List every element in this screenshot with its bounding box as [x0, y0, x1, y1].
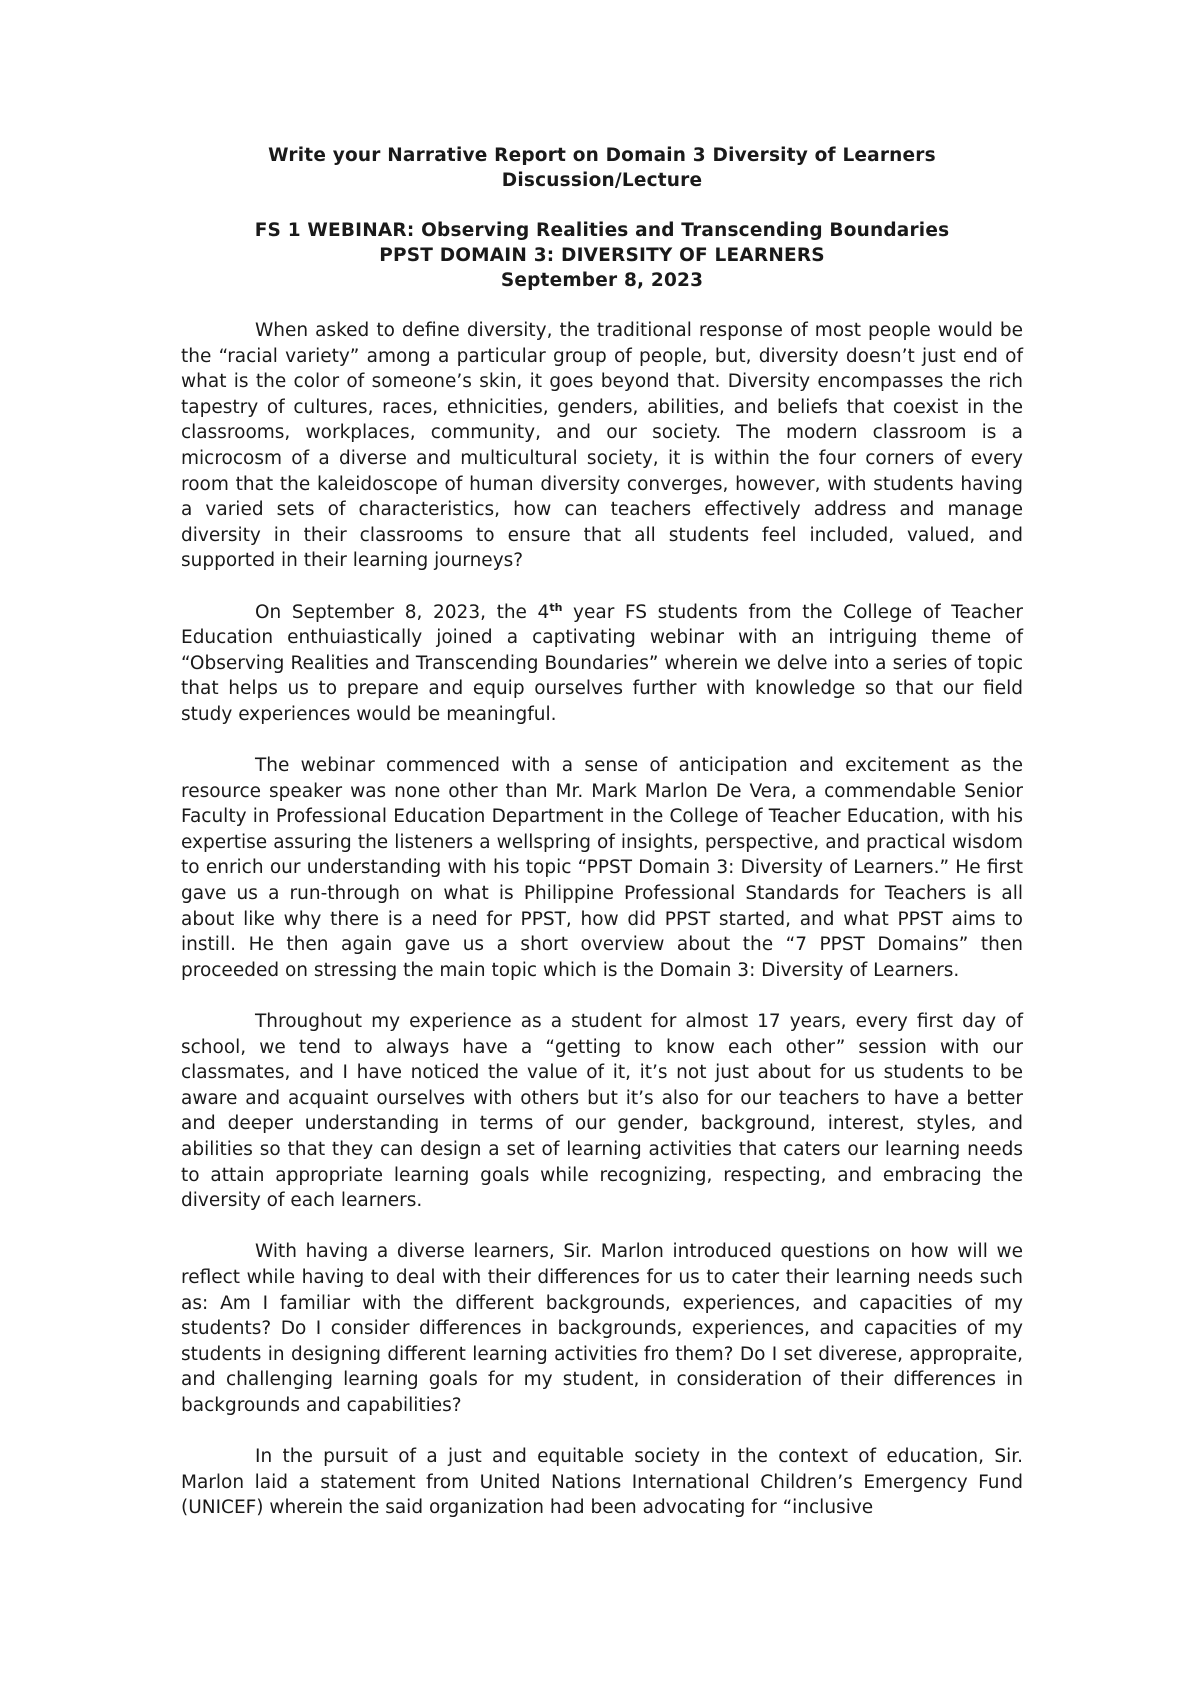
event-date: September 8, 2023: [500, 270, 704, 291]
report-subtitle: Discussion/Lecture: [501, 170, 703, 191]
paragraph-2-rest: year FS students from the College of Teacher Education enthuiastically joined a captivating webinar with an intriguing theme of “Observing Realities and Transcending Boundaries” wherein we delve into a series of topic that helps us to prepare and equip ourselves further with knowledge so that our field study experiences would be meaningful.: [181, 601, 1023, 725]
event-title: FS 1 WEBINAR: Observing Realities and Transcending Boundaries: [254, 220, 950, 241]
paragraph-2: [181, 600, 1023, 728]
paragraph-3: The webinar commenced with a sense of anticipation and excitement as the resource speaker was none other than Mr. Mark Marlon De Vera, a commendable Senior Faculty in Professional Education Department in the College of Teacher Education, with his expertise assuring the listeners a wellspring of insights, perspective, and practical wisdom to enrich our understanding with his topic “PPST Domain 3: Diversity of Learners.” He first gave us a run-through on what is Philippine Professional Standards for Teachers is all about like why there is a need for PPST, how did PPST started, and what PPST aims to instill. He then again gave us a short overview about the “7 PPST Domains” then proceeded on stressing the main topic which is the Domain 3: Diversity of Learners.: [181, 755, 1023, 981]
paragraph-5: With having a diverse learners, Sir. Marlon introduced questions on how will we reflect while having to deal with their differences for us to cater their learning needs such as: Am I familiar with the different backgrounds, experiences, and capacities of my students? Do I consider differences in backgrounds, experiences, and capacities of my students in designing different learning activities fro them? Do I set diverese, appropraite, and challenging learning goals for my student, in consideration of their differences in backgrounds and capabilities?: [181, 1241, 1023, 1416]
paragraph-6: In the pursuit of a just and equitable society in the context of education, Sir. Marlon laid a statement from United Nations International Children’s Emergency Fund (UNICEF) wherein the said organization had been advocating for “inclusive: [181, 1446, 1023, 1519]
ordinal-suffix: th: [549, 600, 563, 614]
paragraph-1: When asked to define diversity, the traditional response of most people would be the “racial variety” among a particular group of people, but, diversity doesn’t just end of what is the color of someone’s skin, it goes beyond that. Diversity encompasses the rich tapestry of cultures, races, ethnicities, genders, abilities, and beliefs that coexist in the classrooms, workplaces, community, and our society. The modern classroom is a microcosm of a diverse and multicultural society, it is within the four corners of every room that the kaleidoscope of human diversity converges, however, with students having a varied sets of characteristics, how can teachers effectively address and manage diversity in their classrooms to ensure that all students feel included, valued, and supported in their learning journeys?: [181, 320, 1023, 572]
paragraph-2-start: On September 8, 2023, the 4: [255, 601, 550, 623]
paragraph-4: Throughout my experience as a student for almost 17 years, every first day of school, we tend to always have a “getting to know each other” session with our classmates, and I have noticed the value of it, it’s not just about for us students to be aware and acquaint ourselves with others but it’s also for our teachers to have a better and deeper understanding in terms of our gender, background, interest, styles, and abilities so that they can design a set of learning activities that caters our learning needs to attain appropriate learning goals while recognizing, respecting, and embracing the diversity of each learners.: [181, 1011, 1023, 1212]
report-header: [181, 143, 1023, 193]
report-title: Write your Narrative Report on Domain 3 Diversity of Learners: [268, 145, 936, 166]
event-header: [181, 218, 1023, 293]
document-page: [181, 143, 1023, 1547]
event-domain: PPST DOMAIN 3: DIVERSITY OF LEARNERS: [379, 245, 825, 266]
